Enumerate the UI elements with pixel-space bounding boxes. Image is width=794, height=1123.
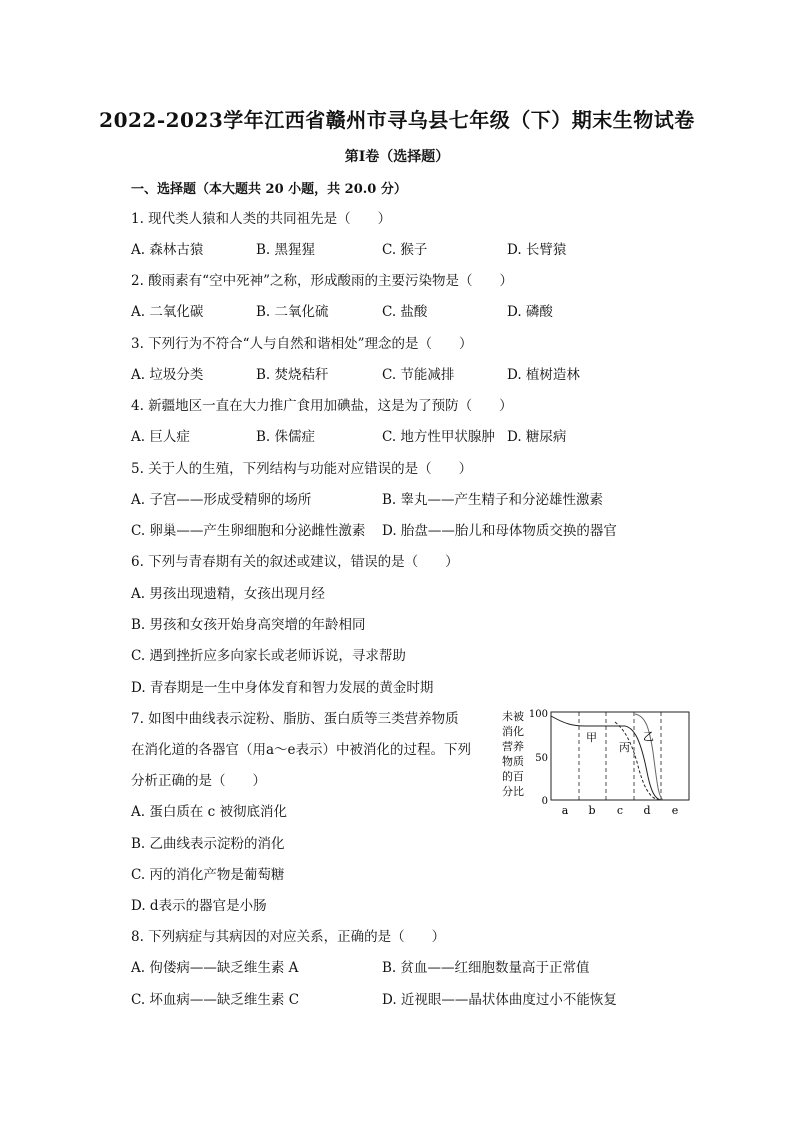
q7-option-c: C. 丙的消化产物是葡萄糖 bbox=[131, 867, 285, 883]
q6-option-d: D. 青春期是一生中身体发育和智力发展的黄金时期 bbox=[131, 680, 434, 696]
q7-option-d: D. d表示的器官是小肠 bbox=[131, 898, 267, 914]
part-title: 第Ⅰ卷（选择题） bbox=[344, 149, 450, 165]
q3-option-d: D. 植树造林 bbox=[507, 367, 580, 383]
q8-option-a: A. 佝偻病——缺乏维生素 A bbox=[131, 960, 299, 976]
q8-option-b: B. 贫血——红细胞数量高于正常值 bbox=[382, 960, 590, 976]
question-6: 6. 下列与青春期有关的叙述或建议，错误的是（ ） bbox=[131, 554, 459, 570]
y-label-line-3: 营养 bbox=[502, 740, 524, 753]
q1-option-c: C. 猴子 bbox=[382, 242, 428, 258]
q4-option-a: A. 巨人症 bbox=[131, 429, 190, 445]
q6-option-b: B. 男孩和女孩开始身高突增的年龄相同 bbox=[131, 617, 366, 633]
y-tick-0: 0 bbox=[541, 796, 548, 807]
q3-option-b: B. 焚烧秸秆 bbox=[256, 367, 329, 383]
question-7-line-3: 分析正确的是（ ） bbox=[131, 773, 266, 789]
q4-option-c: C. 地方性甲状腺肿 bbox=[382, 429, 495, 445]
curve-label-jia: 甲 bbox=[586, 731, 597, 744]
q7-option-a: A. 蛋白质在 c 被彻底消化 bbox=[131, 804, 287, 820]
y-label-line-6: 分比 bbox=[502, 785, 524, 798]
q6-option-a: A. 男孩出现遗精，女孩出现月经 bbox=[131, 586, 325, 602]
q5-option-a: A. 子宫——形成受精卵的场所 bbox=[131, 492, 312, 508]
question-5: 5. 关于人的生殖，下列结构与功能对应错误的是（ ） bbox=[131, 461, 473, 477]
curve-label-yi: 乙 bbox=[643, 730, 654, 743]
x-tick-b: b bbox=[588, 804, 596, 817]
question-7-line-1: 7. 如图中曲线表示淀粉、脂肪、蛋白质等三类营养物质 bbox=[131, 711, 459, 727]
q1-option-d: D. 长臂猿 bbox=[507, 242, 567, 258]
y-label-line-2: 消化 bbox=[502, 725, 524, 738]
q1-option-a: A. 森林古猿 bbox=[131, 242, 204, 258]
question-2: 2. 酸雨素有“空中死神”之称，形成酸雨的主要污染物是（ ） bbox=[131, 273, 513, 289]
x-tick-a: a bbox=[561, 804, 569, 817]
y-tick-50: 50 bbox=[535, 753, 548, 764]
q2-option-b: B. 二氧化硫 bbox=[256, 304, 329, 320]
x-tick-c: c bbox=[616, 804, 624, 817]
q8-option-c: C. 坏血病——缺乏维生素 C bbox=[131, 992, 300, 1008]
q5-option-d: D. 胎盘——胎儿和母体物质交换的器官 bbox=[382, 523, 617, 539]
x-tick-e: e bbox=[671, 804, 679, 817]
question-7-line-2: 在消化道的各器官（用a～e表示）中被消化的过程。下列 bbox=[131, 742, 472, 758]
q1-option-b: B. 黑猩猩 bbox=[256, 242, 316, 258]
q4-option-b: B. 侏儒症 bbox=[256, 429, 316, 445]
q7-option-b: B. 乙曲线表示淀粉的消化 bbox=[131, 836, 285, 852]
curve-label-bing: 丙 bbox=[619, 741, 630, 754]
digestion-curve-figure bbox=[495, 702, 695, 822]
question-4: 4. 新疆地区一直在大力推广食用加碘盐，这是为了预防（ ） bbox=[131, 398, 513, 414]
question-1: 1. 现代类人猿和人类的共同祖先是（ ） bbox=[131, 211, 392, 227]
section-heading: 一、选择题（本大题共 20 小题，共 20.0 分） bbox=[131, 182, 407, 197]
exam-title: 2022-2023学年江西省赣州市寻乌县七年级（下）期末生物试卷 bbox=[99, 108, 695, 132]
y-label-line-5: 的百 bbox=[502, 770, 524, 783]
q2-option-c: C. 盐酸 bbox=[382, 304, 428, 320]
curve-yi bbox=[635, 714, 663, 800]
q2-option-d: D. 磷酸 bbox=[507, 304, 553, 320]
q5-option-c: C. 卵巢——产生卵细胞和分泌雌性激素 bbox=[131, 523, 366, 539]
y-tick-100: 100 bbox=[528, 709, 548, 720]
q6-option-c: C. 遇到挫折应多向家长或老师诉说，寻求帮助 bbox=[131, 648, 406, 664]
y-label-line-4: 物质 bbox=[502, 755, 524, 768]
y-label-line-1: 未被 bbox=[502, 710, 524, 723]
q3-option-c: C. 节能减排 bbox=[382, 367, 455, 383]
q3-option-a: A. 垃圾分类 bbox=[131, 367, 204, 383]
q2-option-a: A. 二氧化碳 bbox=[131, 304, 204, 320]
question-8: 8. 下列病症与其病因的对应关系，正确的是（ ） bbox=[131, 929, 446, 945]
q8-option-d: D. 近视眼——晶状体曲度过小不能恢复 bbox=[382, 992, 617, 1008]
question-3: 3. 下列行为不符合“人与自然和谐相处”理念的是（ ） bbox=[131, 336, 473, 352]
q5-option-b: B. 睾丸——产生精子和分泌雄性激素 bbox=[382, 492, 604, 508]
q4-option-d: D. 糖尿病 bbox=[507, 429, 567, 445]
x-tick-d: d bbox=[643, 804, 651, 817]
